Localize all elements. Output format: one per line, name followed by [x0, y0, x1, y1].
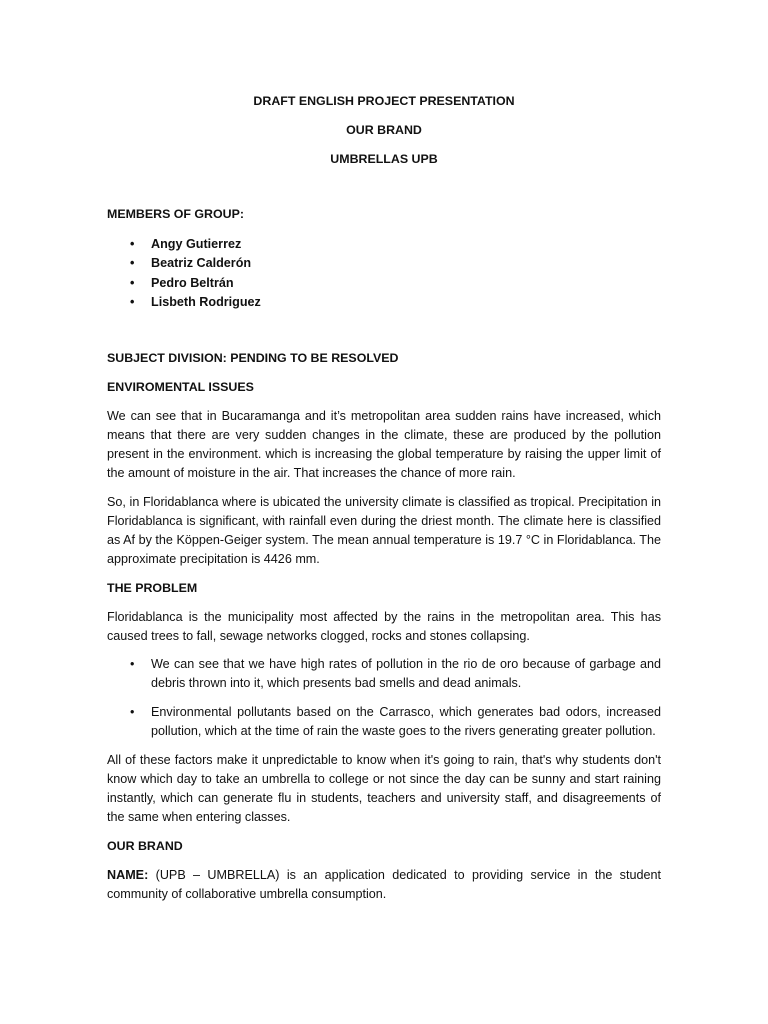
- bullet-icon: •: [130, 657, 135, 672]
- problem-bullet-item: [107, 655, 661, 693]
- members-heading: MEMBERS OF GROUP:: [107, 207, 244, 221]
- bullet-icon: •: [130, 256, 135, 271]
- bullet-icon: •: [130, 275, 135, 290]
- bullet-icon: •: [130, 237, 135, 251]
- member-item: [107, 274, 661, 293]
- member-item: [107, 254, 661, 273]
- problem-bullet-list: [107, 655, 661, 741]
- problem-paragraph: Floridablanca is the municipality most affected by the rains in the metropolitan area. This has caused trees to fall, sewage networks clogged, rocks and stones collapsing.: [107, 610, 661, 644]
- member-name: Lisbeth Rodriguez: [151, 294, 261, 309]
- our-brand-heading: OUR BRAND: [107, 839, 183, 854]
- brand-name-label: NAME:: [107, 868, 149, 883]
- problem-bullet-text: We can see that we have high rates of pollution in the rio de oro because of garbage and debris thrown into it, which presents bad smells and dead animals.: [151, 657, 661, 691]
- document-subtitle-brand: OUR BRAND: [346, 123, 422, 137]
- factors-paragraph: All of these factors make it unpredictable to know when it's going to rain, that's why students don't know which day to take an umbrella to college or not since the day can be sunny and start raining instantly, which can generate flu in students, teachers and university staff, and disagreements of the same when entering classes.: [107, 753, 661, 825]
- problem-bullet-text: Environmental pollutants based on the Carrasco, which generates bad odors, increased pollution, which at the time of rain the waste goes to the rivers generating greater pollution.: [151, 705, 661, 739]
- member-name: Pedro Beltrán: [151, 275, 234, 290]
- bullet-icon: •: [130, 294, 135, 309]
- member-item: [107, 235, 661, 254]
- brand-name-text: (UPB – UMBRELLA) is an application dedicated to providing service in the student community of collaborative umbrella consumption.: [107, 868, 661, 902]
- document-content: [107, 92, 661, 904]
- problem-heading: THE PROBLEM: [107, 581, 198, 596]
- document-title: DRAFT ENGLISH PROJECT PRESENTATION: [253, 94, 515, 108]
- document-subtitle-umbrellas: UMBRELLAS UPB: [330, 152, 438, 166]
- member-name: Beatriz Calderón: [151, 256, 252, 271]
- member-item: [107, 293, 661, 312]
- environmental-paragraph-2: So, in Floridablanca where is ubicated the university climate is classified as tropical. Precipitation in Floridablanca is significant, with rainfall even during the driest month. The climate here is classified as Af by the Köppen-Geiger system. The mean annual temperature is 19.7 °C in Floridablanca. The approximate precipitation is 4426 mm.: [107, 495, 661, 567]
- environmental-paragraph-1: We can see that in Bucaramanga and it’s metropolitan area sudden rains have increased, which means that there are very sudden changes in the climate, these are produced by the pollution present in the environment. which is increasing the global temperature by raising the upper limit of the amount of moisture in the air. That increases the chance of more rain.: [107, 409, 661, 481]
- members-list: [107, 235, 661, 312]
- environmental-issues-heading: ENVIROMENTAL ISSUES: [107, 380, 254, 395]
- brand-name-paragraph: [107, 866, 661, 904]
- problem-bullet-item: [107, 703, 661, 741]
- bullet-icon: •: [130, 705, 135, 720]
- member-name: Angy Gutierrez: [151, 237, 242, 251]
- subject-division-heading: SUBJECT DIVISION: PENDING TO BE RESOLVED: [107, 351, 399, 366]
